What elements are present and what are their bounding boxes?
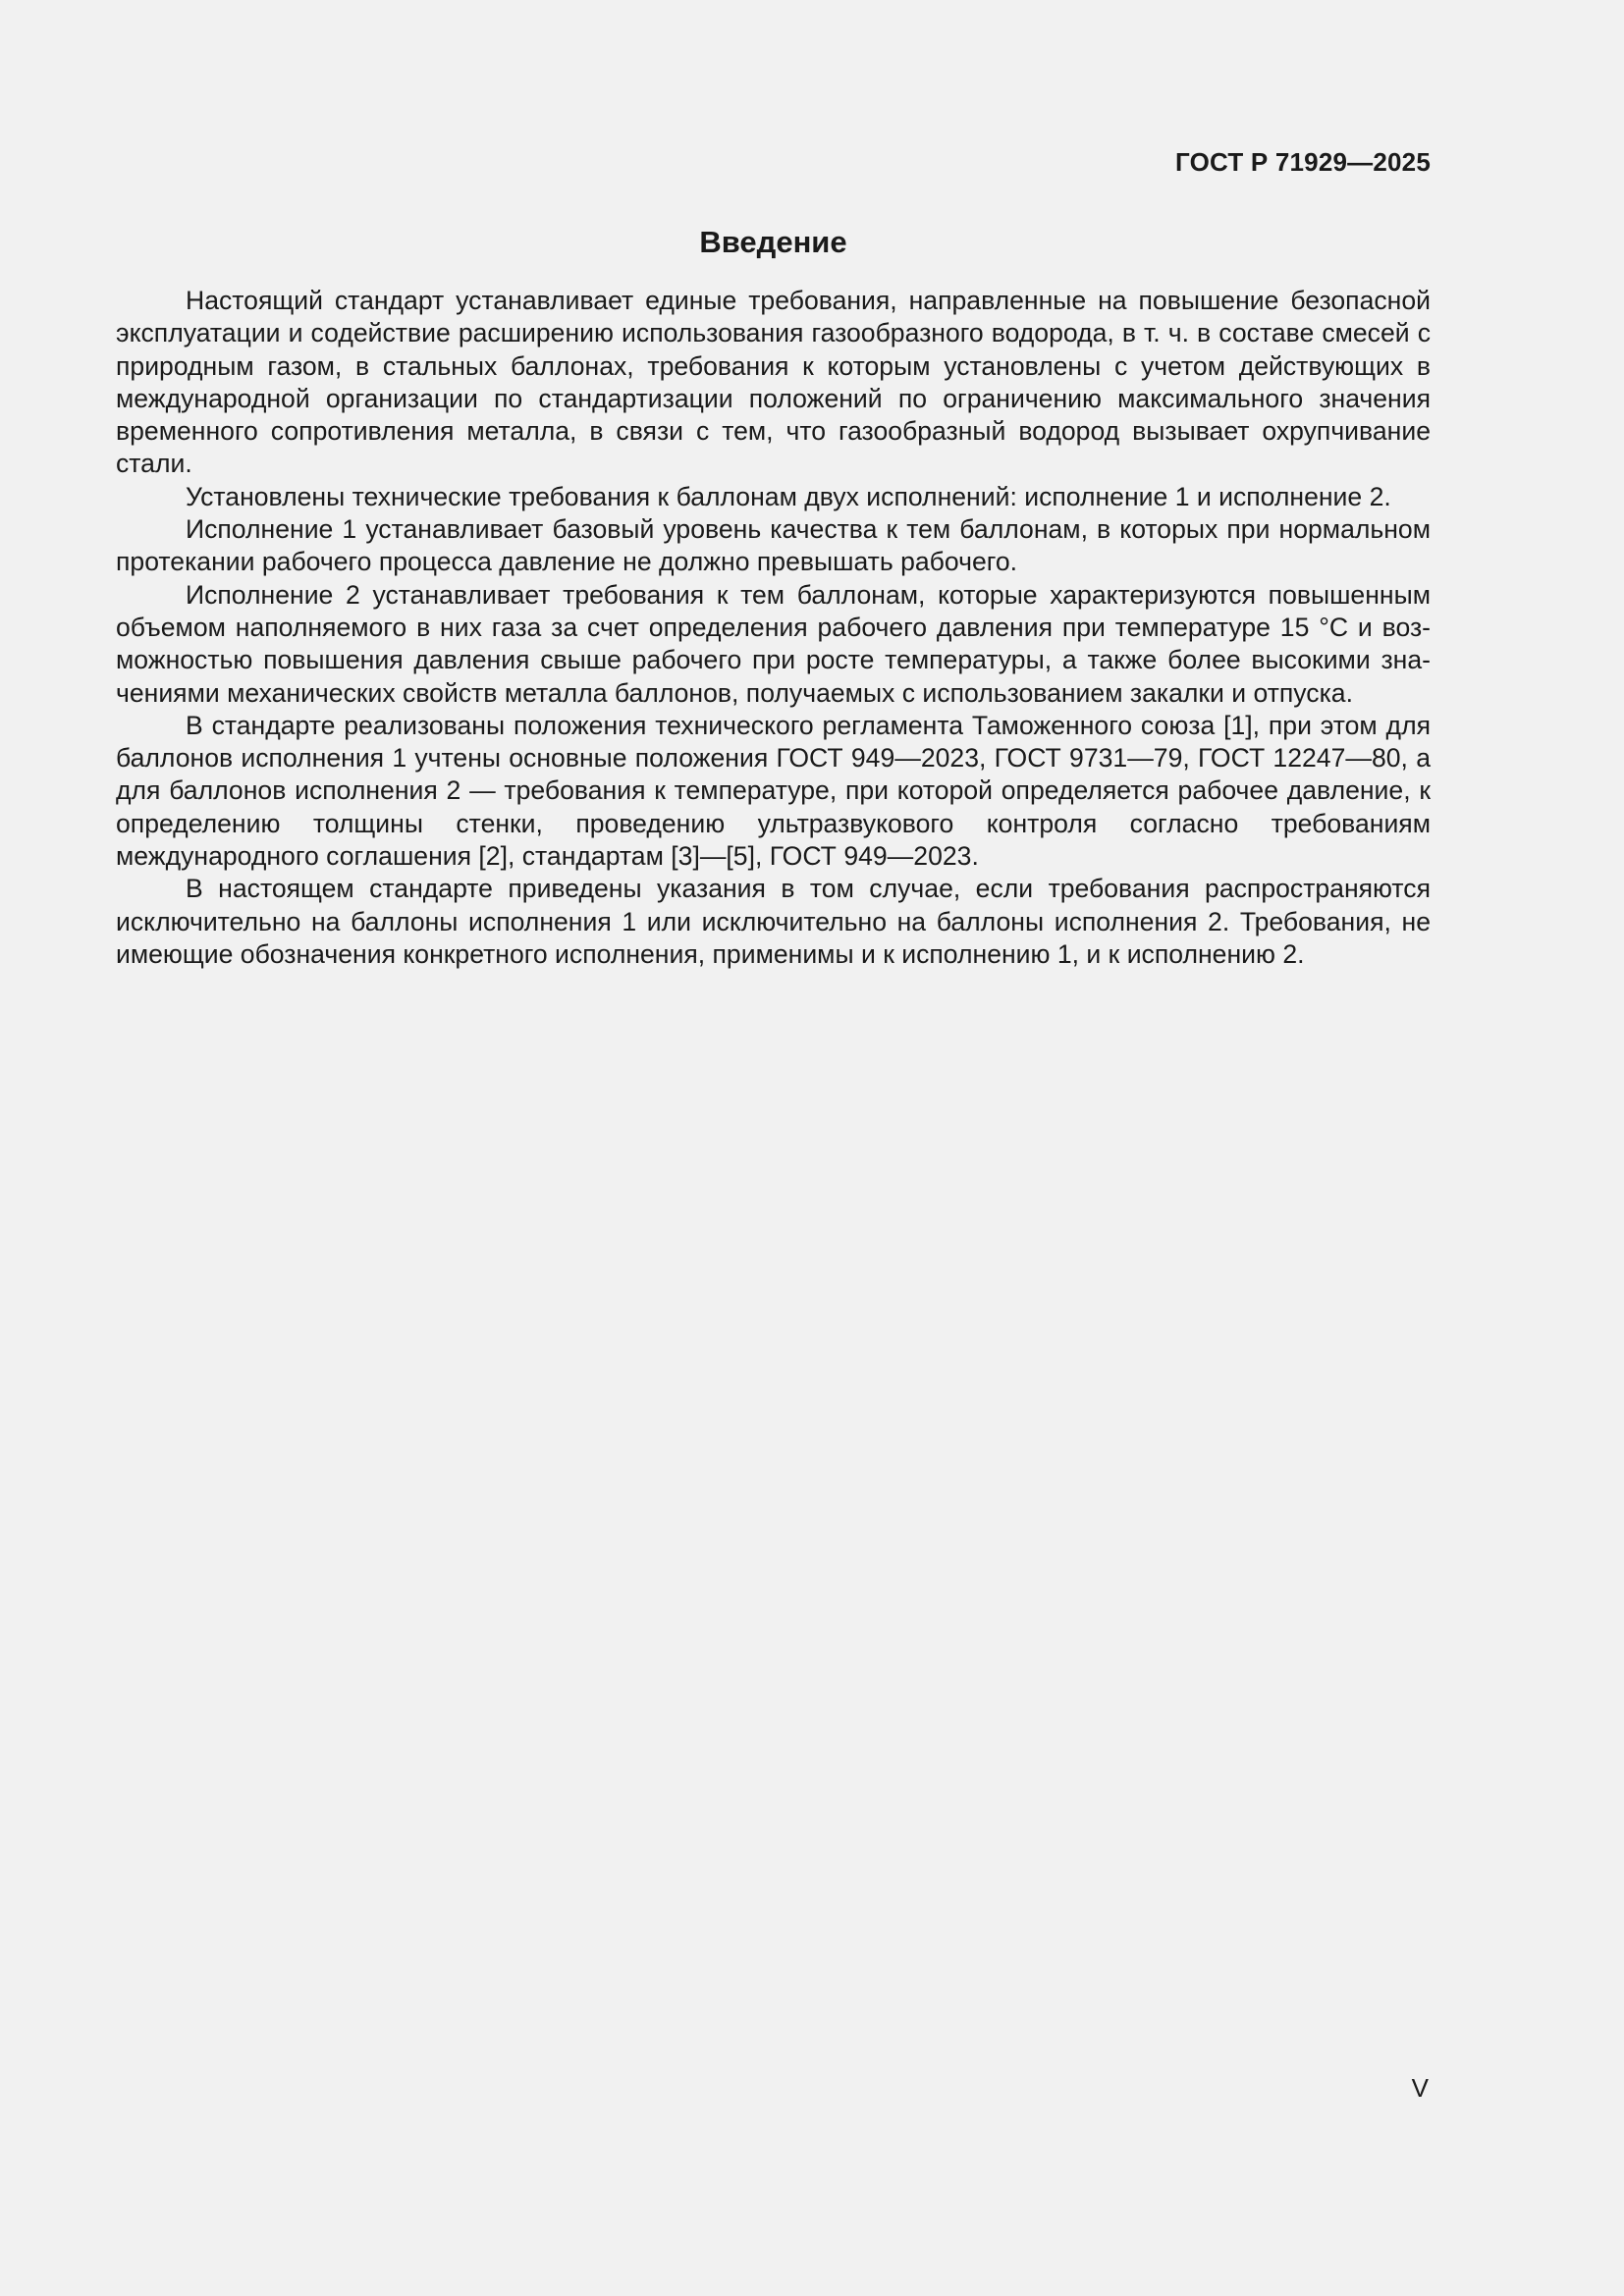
paragraph: В стандарте реализованы положения технического регламента Таможенного союза [1], при этом для баллонов исполнения 1 учтены основные положения ГОСТ 949—2023, ГОСТ 9731—79, ГОСТ 12247—80, а для баллонов исполнения 2 — требования к температуре, при которой определяется рабочее давление, к определению толщины стенки, проведению ультразвукового контроля согласно требованиям международного соглашения [2], стандартам [3]—[5], ГОСТ 949—2023. [116, 710, 1431, 872]
paragraph: Настоящий стандарт устанавливает единые требования, направленные на повышение безопасной эксплуатации и содействие расширению использования газообразного водорода, в т. ч. в составе смесей с природным газом, в стальных баллонах, требования к которым установлены с учетом действующих в международной организации по стандартизации положений по ограничению максимального значения временного сопротивления металла, в связи с тем, что газообразный водород вызывает охрупчивание стали. [116, 286, 1431, 479]
body-text [116, 285, 1431, 971]
paragraph: Установлены технические требования к баллонам двух исполнений: исполнение 1 и исполнение 2. [186, 481, 1391, 511]
paragraph: Исполнение 2 устанавливает требования к тем баллонам, которые характеризуются повышенным объемом наполняемого в них газа за счет определения рабочего давления при температуре 15 °С и возможностью повышения давления свыше рабочего при росте температуры, а также более высокими значениями механических свойств металла баллонов, получаемых с использованием закалки и отпуска. [116, 579, 1431, 708]
section-title: Введение [699, 225, 847, 259]
paragraph: В настоящем стандарте приведены указания в том случае, если требования распространяются исключительно на баллоны исполнения 1 или исключительно на баллоны исполнения 2. Требования, не имеющие обозначения конкретного исполнения, применимы и к исполнению 1, и к исполнению 2. [116, 874, 1431, 969]
standard-code-header: ГОСТ Р 71929—2025 [1175, 147, 1431, 177]
paragraph: Исполнение 1 устанавливает базовый уровень качества к тем баллонам, в которых при нормальном протекании рабочего процесса давление не должно превышать рабочего. [116, 514, 1431, 577]
page-number: V [1411, 2073, 1429, 2103]
